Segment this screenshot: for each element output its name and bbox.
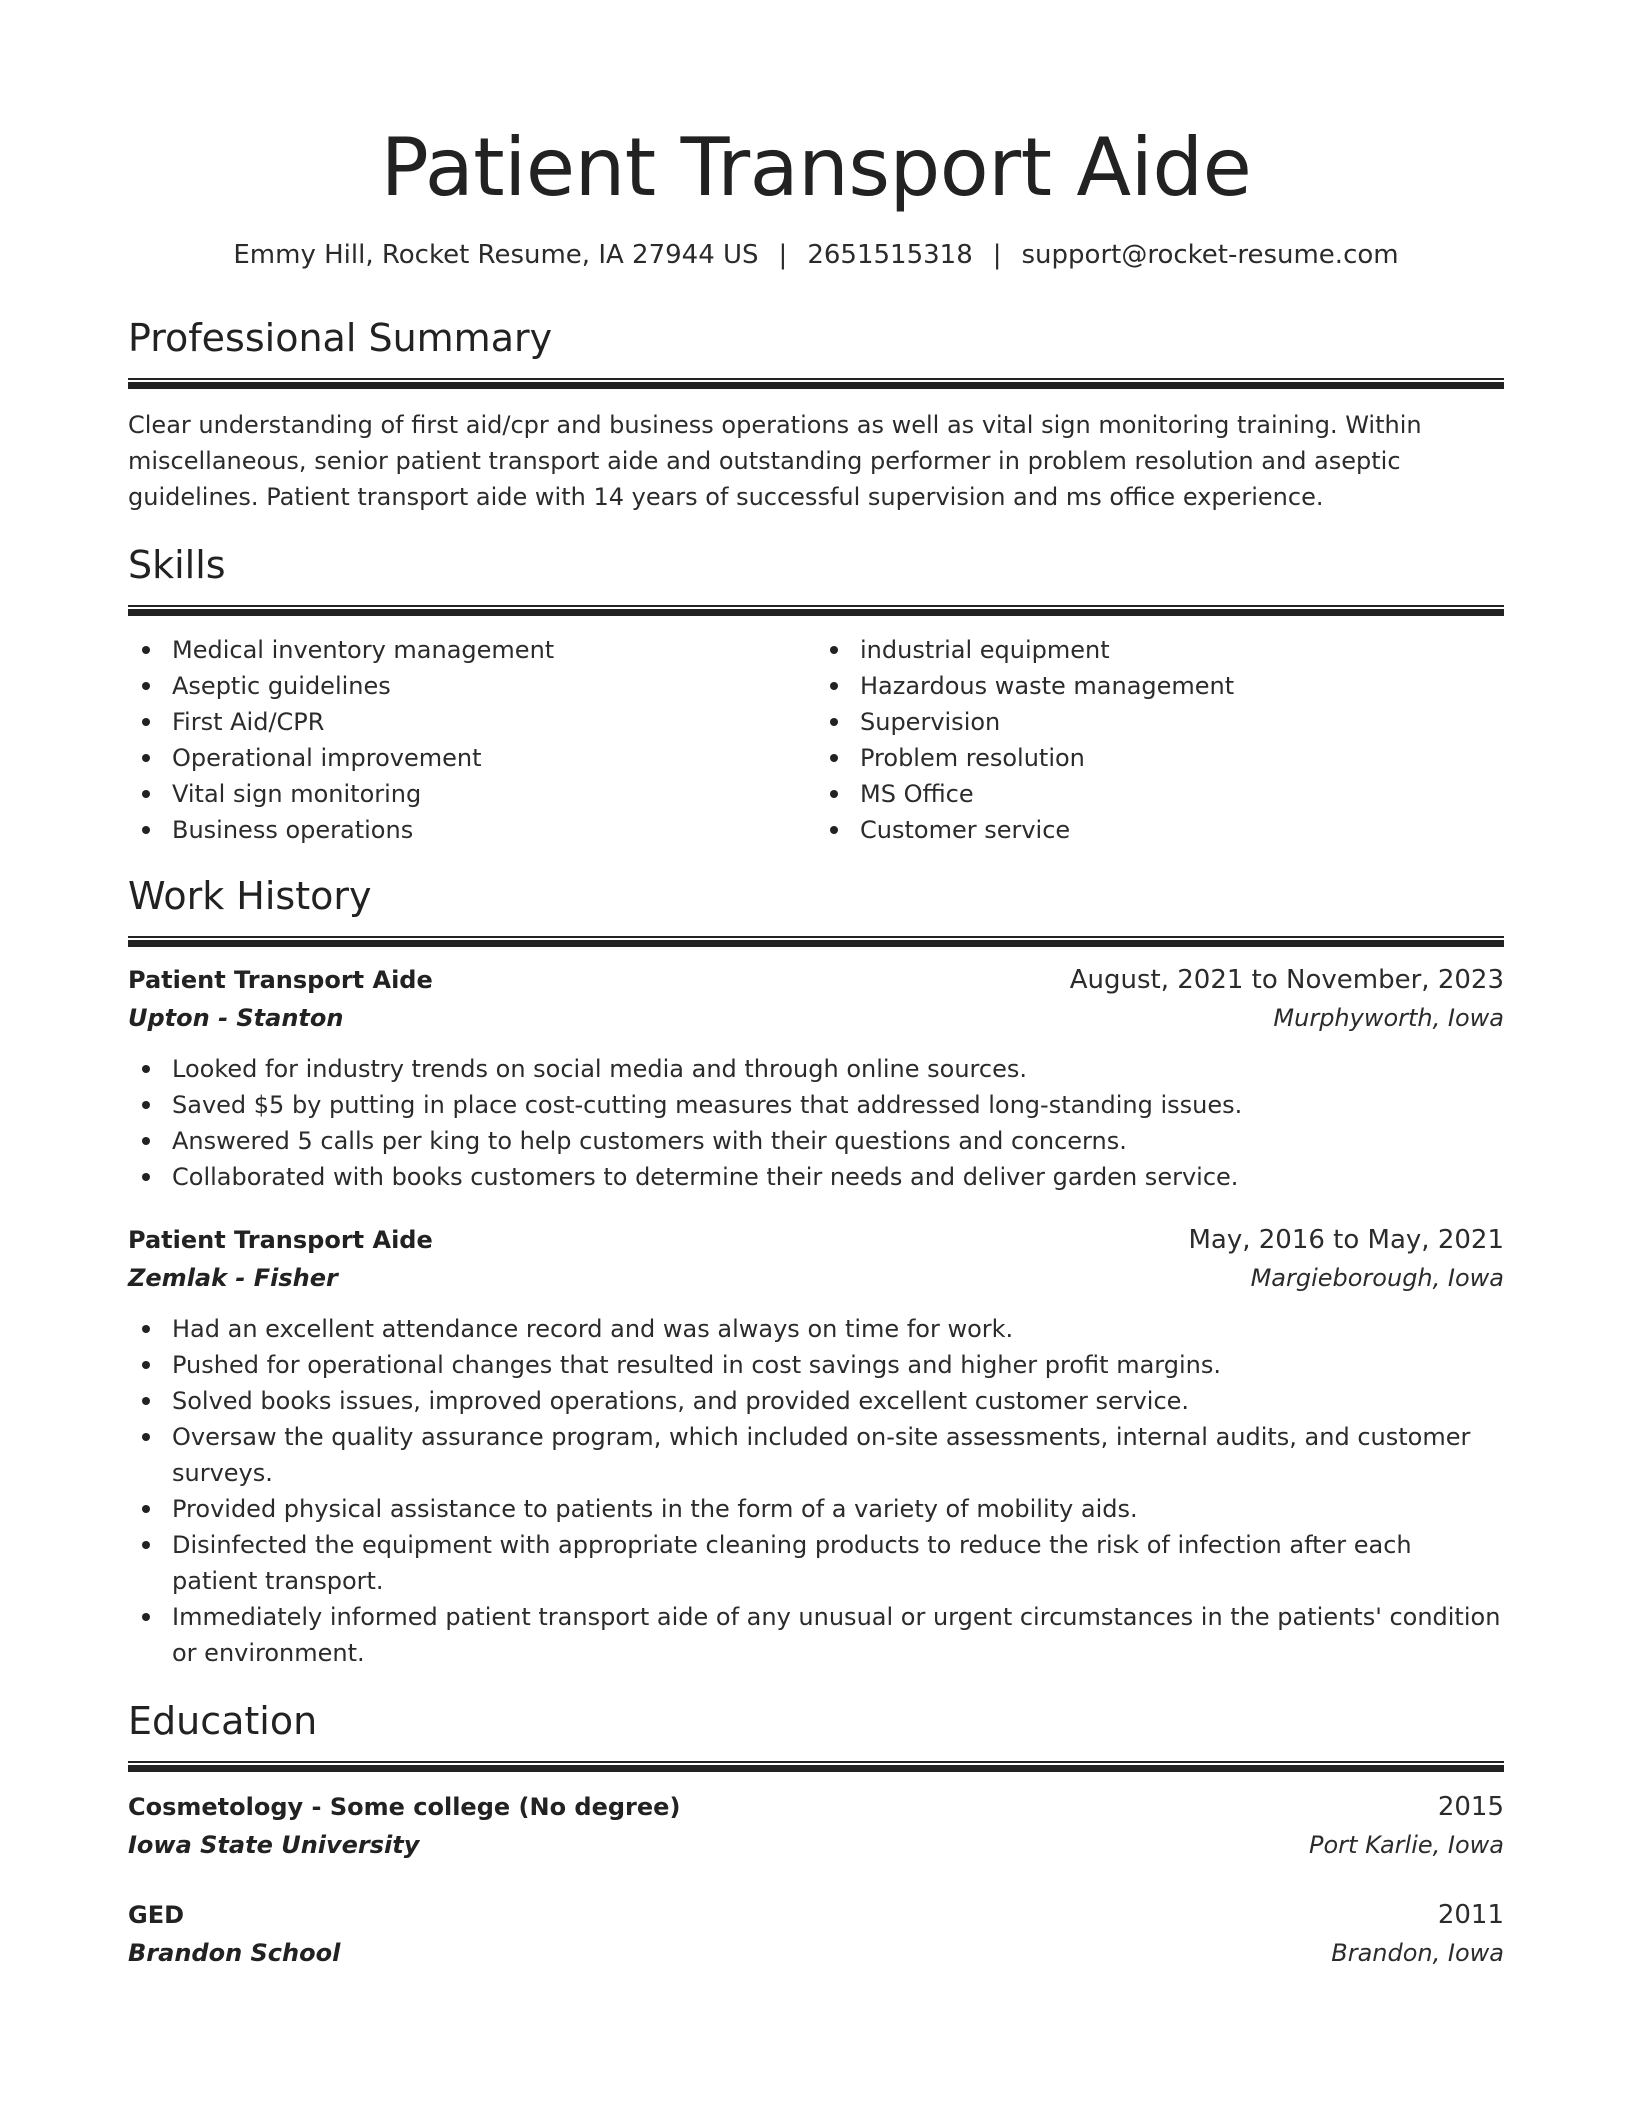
job-dates: August, 2021 to November, 2023 xyxy=(1069,965,1504,995)
skill-item: Customer service xyxy=(816,812,1504,848)
summary-text: Clear understanding of first aid/cpr and business operations as well as vital sign monitoring training. Within miscellaneous, senior patient transport aide and outstanding performer in problem resolution and aseptic guidelines. Patient transport aide with 14 years of successful supervision and ms office experience. xyxy=(128,411,1422,511)
job-company: Zemlak - Fisher xyxy=(128,1264,338,1292)
skill-item: Business operations xyxy=(128,812,816,848)
job-title: Patient Transport Aide xyxy=(128,1226,433,1254)
contact-separator: | xyxy=(778,240,788,270)
summary-heading: Professional Summary xyxy=(128,316,553,360)
job-bullet: Immediately informed patient transport aide of any unusual or urgent circumstances in the patients' condition or environment. xyxy=(128,1599,1504,1671)
job-location: Murphyworth, Iowa xyxy=(1273,1004,1504,1032)
section-divider xyxy=(128,1761,1504,1772)
skill-item: Vital sign monitoring xyxy=(128,776,816,812)
skill-item: Operational improvement xyxy=(128,740,816,776)
summary-section xyxy=(128,314,1504,515)
skill-item: industrial equipment xyxy=(816,632,1504,668)
skills-section xyxy=(128,541,1504,848)
job-bullet: Solved books issues, improved operations, and provided excellent customer service. xyxy=(128,1383,1504,1419)
contact-separator: | xyxy=(992,240,1002,270)
job-bullet: Looked for industry trends on social media and through online sources. xyxy=(128,1051,1504,1087)
job-bullets xyxy=(128,1311,1504,1671)
skills-heading: Skills xyxy=(128,543,226,587)
contact-line xyxy=(128,238,1504,272)
contact-address: Emmy Hill, Rocket Resume, IA 27944 US xyxy=(233,240,759,270)
job-entry xyxy=(128,1221,1504,1671)
job-bullet: Oversaw the quality assurance program, which included on-site assessments, internal audits, and customer surveys. xyxy=(128,1419,1504,1491)
job-bullet: Answered 5 calls per king to help customers with their questions and concerns. xyxy=(128,1123,1504,1159)
education-section xyxy=(128,1697,1504,1972)
skill-item: MS Office xyxy=(816,776,1504,812)
education-year: 2015 xyxy=(1437,1792,1504,1822)
job-location: Margieborough, Iowa xyxy=(1250,1264,1504,1292)
section-divider xyxy=(128,936,1504,947)
education-entry xyxy=(128,1788,1504,1864)
skills-column-left xyxy=(128,632,816,848)
job-bullet: Saved $5 by putting in place cost-cutting measures that addressed long-standing issues. xyxy=(128,1087,1504,1123)
contact-email[interactable]: support@rocket-resume.com xyxy=(1021,240,1399,270)
education-location: Port Karlie, Iowa xyxy=(1309,1831,1504,1859)
work-history-heading: Work History xyxy=(128,874,372,918)
job-dates: May, 2016 to May, 2021 xyxy=(1188,1225,1504,1255)
job-entry xyxy=(128,961,1504,1195)
section-divider xyxy=(128,378,1504,389)
skill-item: Problem resolution xyxy=(816,740,1504,776)
job-company: Upton - Stanton xyxy=(128,1004,344,1032)
skill-item: First Aid/CPR xyxy=(128,704,816,740)
skills-column-right xyxy=(816,632,1504,848)
education-degree: GED xyxy=(128,1901,185,1929)
education-year: 2011 xyxy=(1437,1900,1504,1930)
resume-title: Patient Transport Aide xyxy=(380,121,1252,214)
job-bullet: Provided physical assistance to patients in the form of a variety of mobility aids. xyxy=(128,1491,1504,1527)
job-bullet: Had an excellent attendance record and was always on time for work. xyxy=(128,1311,1504,1347)
education-school: Brandon School xyxy=(128,1939,341,1967)
section-divider xyxy=(128,605,1504,616)
job-bullet: Collaborated with books customers to determine their needs and deliver garden service. xyxy=(128,1159,1504,1195)
job-bullet: Pushed for operational changes that resulted in cost savings and higher profit margins. xyxy=(128,1347,1504,1383)
work-history-section xyxy=(128,872,1504,1671)
job-title: Patient Transport Aide xyxy=(128,966,433,994)
skill-item: Hazardous waste management xyxy=(816,668,1504,704)
education-school: Iowa State University xyxy=(128,1831,420,1859)
education-entry xyxy=(128,1896,1504,1972)
contact-phone: 2651515318 xyxy=(807,240,973,270)
skill-item: Aseptic guidelines xyxy=(128,668,816,704)
skill-item: Supervision xyxy=(816,704,1504,740)
job-bullets xyxy=(128,1051,1504,1195)
skills-grid xyxy=(128,632,1504,848)
skill-item: Medical inventory management xyxy=(128,632,816,668)
education-location: Brandon, Iowa xyxy=(1331,1939,1504,1967)
job-bullet: Disinfected the equipment with appropriate cleaning products to reduce the risk of infection after each patient transport. xyxy=(128,1527,1504,1599)
education-heading: Education xyxy=(128,1699,318,1743)
education-degree: Cosmetology - Some college (No degree) xyxy=(128,1793,681,1821)
